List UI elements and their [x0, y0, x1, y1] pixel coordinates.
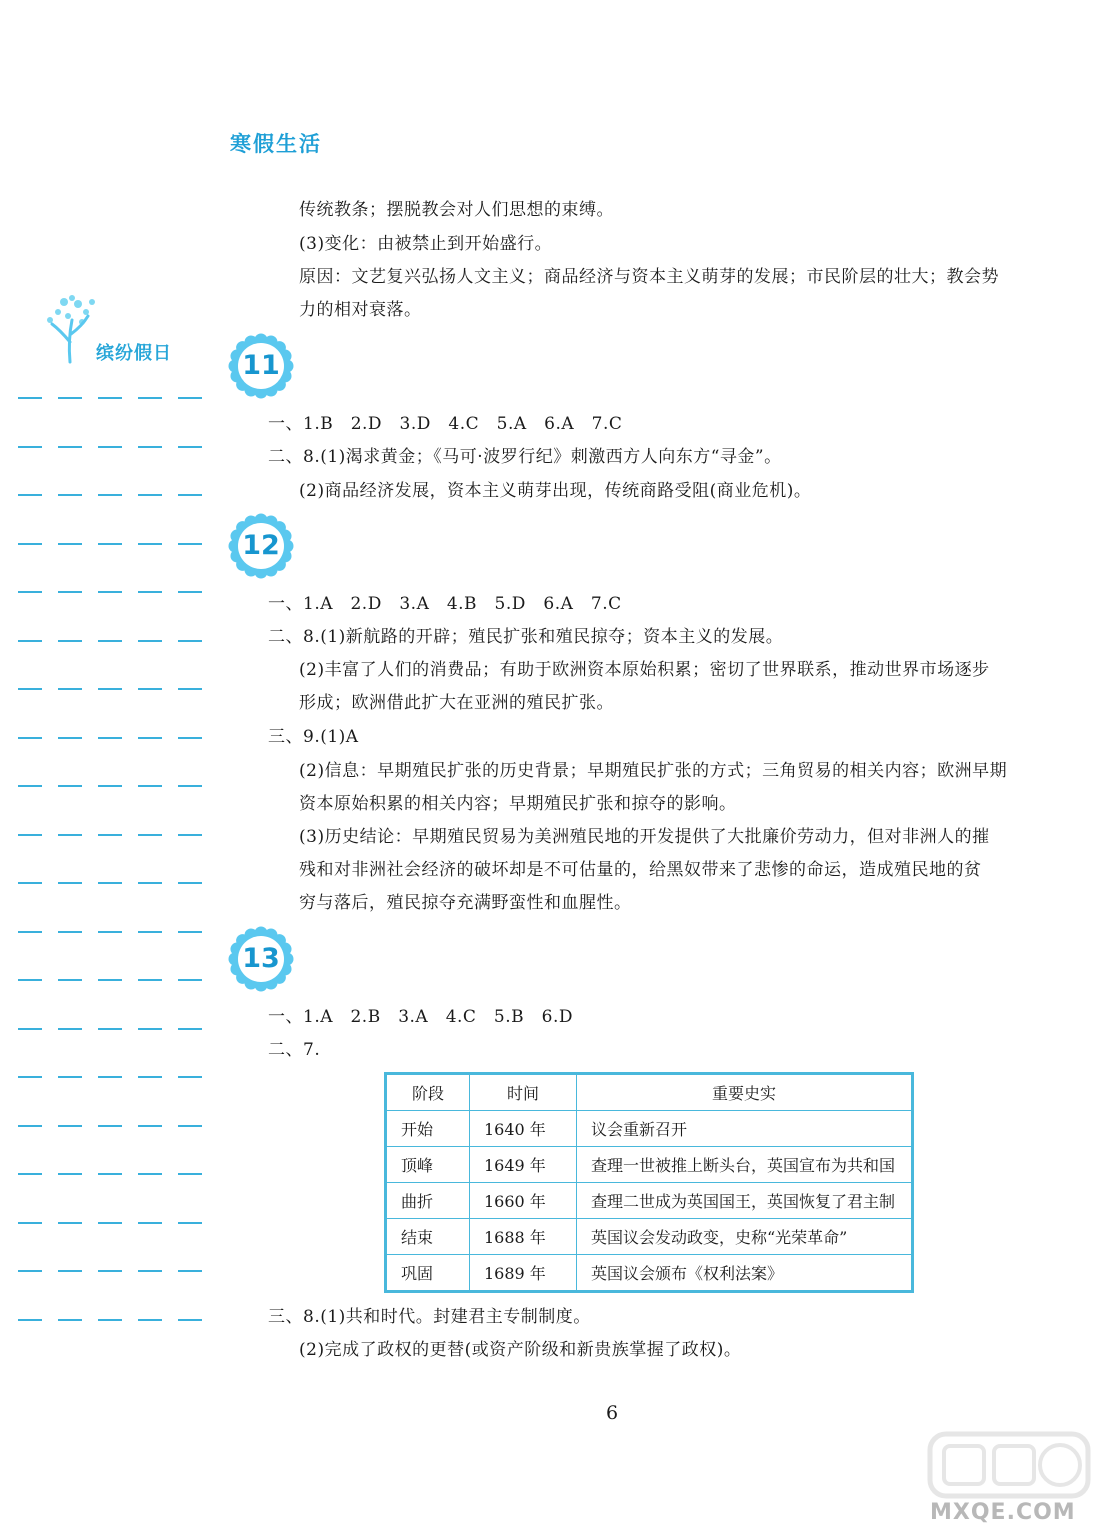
header-title: 寒假生活 — [230, 132, 322, 156]
table-cell: 顶峰 — [387, 1147, 470, 1183]
table-cell: 巩固 — [387, 1255, 470, 1291]
intro-line: 传统教条；摆脱教会对人们思想的束缚。 — [299, 200, 614, 220]
table-cell: 英国议会颁布《权利法案》 — [577, 1255, 912, 1291]
table-cell: 查理二世成为英国国王，英国恢复了君主制 — [577, 1183, 912, 1219]
page-number: 6 — [606, 1402, 619, 1424]
answer-line: 残和对非洲社会经济的破坏却是不可估量的，给黑奴带来了悲惨的命运，造成殖民地的贫 — [299, 860, 982, 880]
answer-line: 一、1.A 2.D 3.A 4.B 5.D 6.A 7.C — [268, 594, 622, 614]
answer-line: (2)信息：早期殖民扩张的历史背景；早期殖民扩张的方式；三角贸易的相关内容；欧洲早期 — [299, 761, 1008, 781]
answer-line: 二、7. — [268, 1040, 321, 1060]
table-cell: 英国议会发动政变，史称“光荣革命” — [577, 1219, 912, 1255]
sidebar-logo-label: 缤纷假日 — [96, 343, 172, 364]
table-cell: 1649 年 — [470, 1147, 577, 1183]
answer-line: (2)商品经济发展，资本主义萌芽出现，传统商路受阻(商业危机)。 — [299, 481, 812, 501]
table-cell: 结束 — [387, 1219, 470, 1255]
answer-line: (2)丰富了人们的消费品；有助于欧洲资本原始积累；密切了世界联系，推动世界市场逐步 — [299, 660, 990, 680]
table-header-cell: 重要史实 — [577, 1075, 912, 1111]
table-header-cell: 时间 — [470, 1075, 577, 1111]
intro-line: (3)变化：由被禁止到开始盛行。 — [299, 234, 553, 254]
table-row — [387, 1111, 912, 1147]
answer-line: 一、1.A 2.B 3.A 4.C 5.B 6.D — [268, 1007, 573, 1027]
section-number: 13 — [242, 943, 280, 974]
table-row — [387, 1147, 912, 1183]
table-cell: 1689 年 — [470, 1255, 577, 1291]
answer-line: 形成；欧洲借此扩大在亚洲的殖民扩张。 — [299, 693, 614, 713]
answer-line: 二、8.(1)新航路的开辟；殖民扩张和殖民掠夺；资本主义的发展。 — [268, 627, 784, 647]
table-cell: 开始 — [387, 1111, 470, 1147]
watermark-url: MXQE.COM — [930, 1500, 1076, 1525]
section-number-badge — [228, 926, 294, 992]
answer-line: 三、8.(1)共和时代。封建君主专制制度。 — [268, 1307, 591, 1327]
table-header-cell: 阶段 — [387, 1075, 470, 1111]
section-number: 12 — [242, 530, 280, 561]
answer-line: 二、8.(1)渴求黄金；《马可·波罗行纪》刺激西方人向东方“寻金”。 — [268, 447, 782, 467]
answer-line: 资本原始积累的相关内容；早期殖民扩张和掠夺的影响。 — [299, 794, 737, 814]
answer-line: 一、1.B 2.D 3.D 4.C 5.A 6.A 7.C — [268, 414, 623, 434]
table-row — [387, 1183, 912, 1219]
answer-line: (3)历史结论：早期殖民贸易为美洲殖民地的开发提供了大批廉价劳动力，但对非洲人的摧 — [299, 827, 990, 847]
answer-line: (2)完成了政权的更替(或资产阶级和新贵族掌握了政权)。 — [299, 1340, 742, 1360]
table-row — [387, 1219, 912, 1255]
table-header-row — [387, 1075, 912, 1111]
intro-line: 原因：文艺复兴弘扬人文主义；商品经济与资本主义萌芽的发展；市民阶层的壮大；教会势 — [299, 267, 999, 287]
answer-line: 穷与落后，殖民掠夺充满野蛮性和血腥性。 — [299, 893, 632, 913]
margin-dash-lines — [18, 0, 208, 1536]
table-cell: 1640 年 — [470, 1111, 577, 1147]
table-row — [387, 1255, 912, 1291]
table-cell: 查理一世被推上断头台，英国宣布为共和国 — [577, 1147, 912, 1183]
table-cell: 1660 年 — [470, 1183, 577, 1219]
answer-line: 三、9.(1)A — [268, 727, 359, 747]
section-number: 11 — [242, 350, 280, 381]
intro-line: 力的相对衰落。 — [299, 300, 422, 320]
table-cell: 议会重新召开 — [577, 1111, 912, 1147]
section-number-badge — [228, 513, 294, 579]
table-cell: 1688 年 — [470, 1219, 577, 1255]
section-number-badge — [228, 333, 294, 399]
history-table — [386, 1074, 912, 1291]
table-cell: 曲折 — [387, 1183, 470, 1219]
